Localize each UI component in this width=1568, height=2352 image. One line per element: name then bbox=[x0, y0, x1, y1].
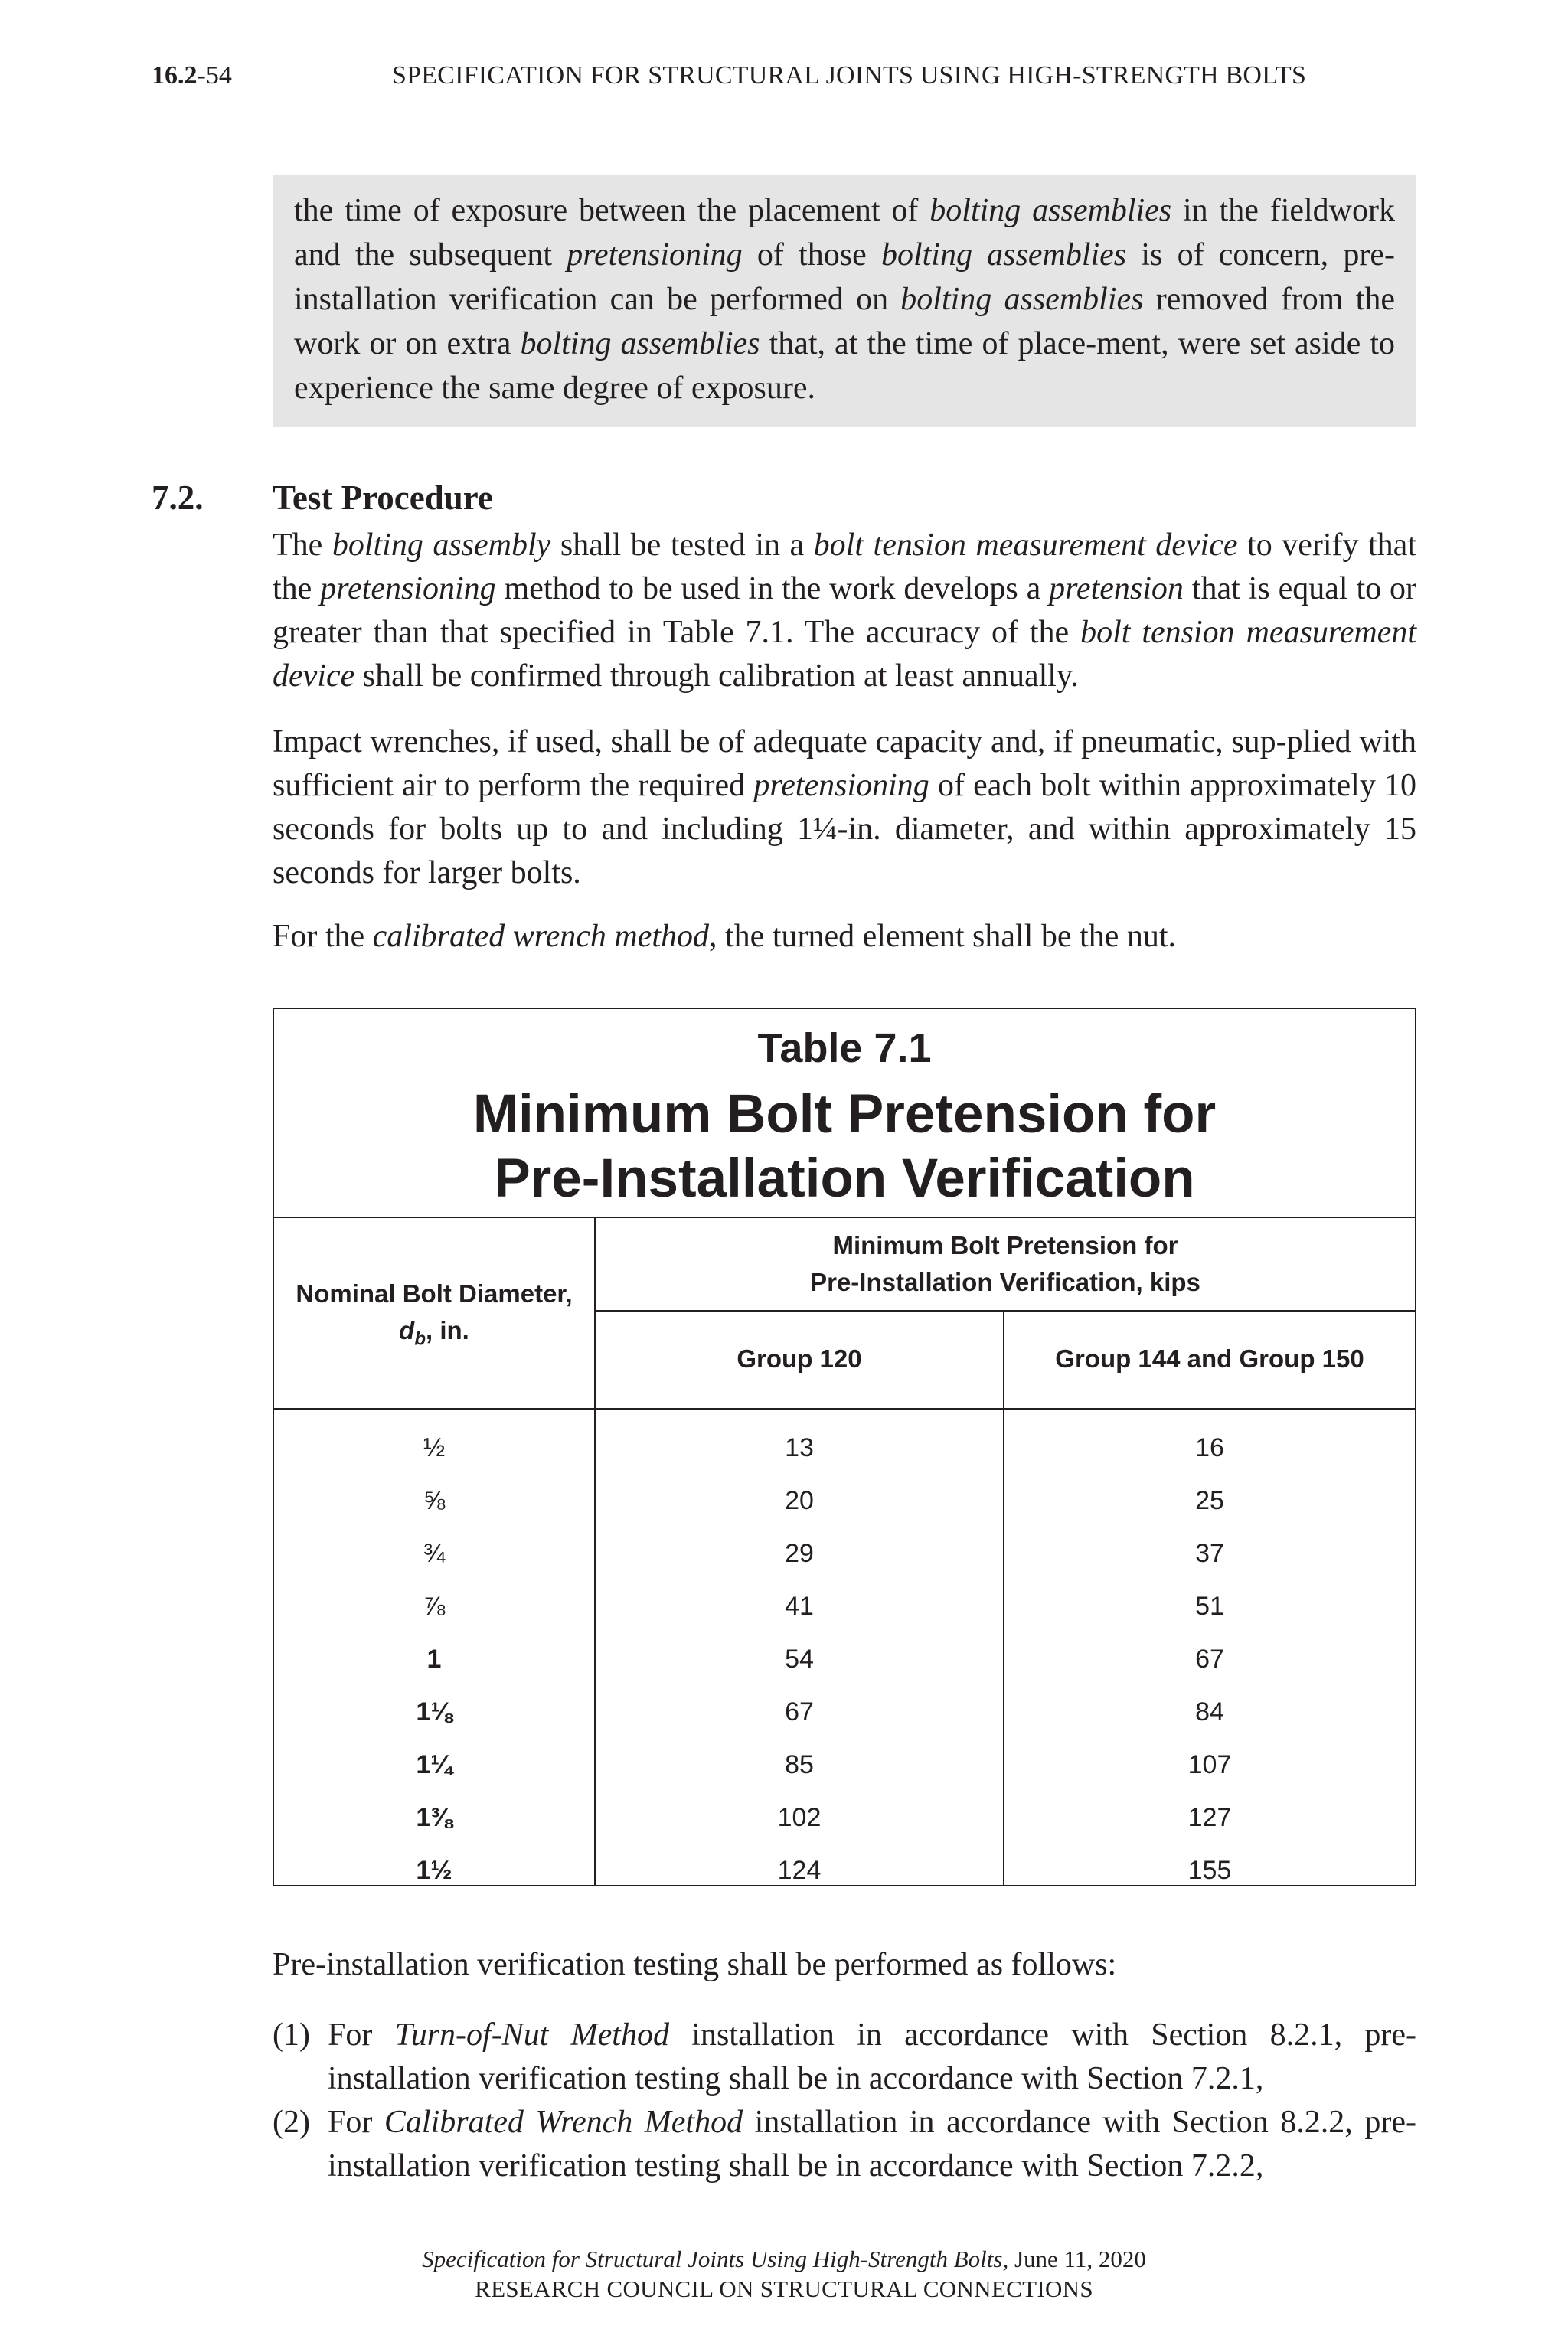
cell-group-120: 13 bbox=[785, 1433, 814, 1462]
list-item-text bbox=[328, 2101, 1416, 2188]
column-header-group bbox=[596, 1227, 1415, 1301]
diameter-subscript: b bbox=[414, 1328, 426, 1350]
paragraph-impact-wrenches bbox=[273, 720, 1416, 895]
italic-term: bolting assemblies bbox=[880, 237, 1127, 273]
text-run: For bbox=[328, 2105, 384, 2140]
italic-term: bolting assembly bbox=[332, 528, 551, 563]
italic-term: bolting assemblies bbox=[929, 193, 1172, 228]
italic-term: Calibrated Wrench Method bbox=[384, 2105, 743, 2140]
cell-group-144-150: 107 bbox=[1187, 1750, 1232, 1779]
text-run: is of concern, pre-installation verification can be performed on bbox=[294, 237, 1396, 317]
column-header-group-144-150: Group 144 and Group 150 bbox=[1055, 1344, 1364, 1373]
text-run: installation in accordance with Section 8.2.2, pre-installation verification testing shall be in accordance with Section 7.2.2, bbox=[328, 2105, 1416, 2184]
table-title bbox=[274, 1083, 1415, 1211]
cell-group-120: 41 bbox=[785, 1592, 814, 1621]
page-number-page: -54 bbox=[197, 61, 232, 90]
text-run: method to be used in the work develops a bbox=[495, 571, 1050, 606]
paragraph-test-procedure bbox=[273, 524, 1416, 698]
page-number-chapter: 16.2 bbox=[152, 61, 198, 90]
text-run: installation in accordance with Section 8.2.1, pre-installation verification testing shall be in accordance with Section 7.2.1, bbox=[328, 2017, 1416, 2096]
list-item-calibrated-wrench bbox=[273, 2101, 1416, 2188]
cell-diameter: ⅞ bbox=[423, 1592, 446, 1621]
cell-group-144-150: 67 bbox=[1195, 1645, 1224, 1674]
cell-diameter: 1⅜ bbox=[416, 1803, 452, 1832]
italic-term: pretensioning bbox=[567, 237, 743, 273]
text-run: that is equal to or greater than that specified in Table 7.1. The accuracy of the bbox=[273, 571, 1416, 650]
text-run: to verify that the bbox=[273, 528, 1416, 606]
cell-group-120: 54 bbox=[785, 1645, 814, 1674]
footer-date: , June 11, 2020 bbox=[1002, 2246, 1146, 2272]
cell-group-120: 67 bbox=[785, 1697, 814, 1726]
text-run: , the turned element shall be the nut. bbox=[709, 919, 1176, 954]
cell-group-144-150: 16 bbox=[1195, 1433, 1224, 1462]
italic-term: bolt tension measurement device bbox=[813, 528, 1238, 563]
list-item-text bbox=[328, 2014, 1416, 2101]
section-title: Test Procedure bbox=[273, 479, 493, 517]
text-run: in the fieldwork and the subsequent bbox=[294, 193, 1395, 273]
cell-group-144-150: 51 bbox=[1195, 1592, 1224, 1621]
table-title-line-2: Pre-Installation Verification bbox=[494, 1148, 1195, 1209]
column-header-diameter bbox=[274, 1276, 594, 1358]
paragraph-testing-intro: Pre-installation verification testing shall be performed as follows: bbox=[273, 1947, 1117, 1982]
cell-diameter: 1½ bbox=[416, 1856, 452, 1885]
cell-diameter: 1 bbox=[426, 1645, 442, 1674]
cell-group-144-150: 155 bbox=[1187, 1856, 1232, 1885]
cell-diameter: ¾ bbox=[423, 1539, 446, 1568]
column-header-group-line-1: Minimum Bolt Pretension for bbox=[832, 1231, 1178, 1259]
cell-group-120: 29 bbox=[785, 1539, 814, 1568]
table-7-1 bbox=[273, 1008, 1416, 1886]
footer-doc-title: Specification for Structural Joints Using High-Strength Bolts bbox=[422, 2246, 1003, 2272]
cell-group-144-150: 84 bbox=[1195, 1697, 1224, 1726]
footer-citation bbox=[0, 2246, 1568, 2273]
cell-group-120: 102 bbox=[777, 1803, 822, 1832]
cell-group-144-150: 127 bbox=[1187, 1803, 1232, 1832]
text-run: For bbox=[328, 2017, 395, 2053]
italic-term: pretension bbox=[1049, 571, 1184, 606]
table-number: Table 7.1 bbox=[757, 1025, 932, 1071]
footer-publisher: RESEARCH COUNCIL ON STRUCTURAL CONNECTIONS bbox=[475, 2275, 1093, 2302]
column-header-group-120: Group 120 bbox=[737, 1344, 862, 1373]
italic-term: pretensioning bbox=[753, 768, 929, 803]
column-header-diameter-line-2 bbox=[274, 1312, 594, 1358]
paragraph-calibrated-wrench bbox=[273, 915, 1416, 959]
italic-term: Turn-of-Nut Method bbox=[394, 2017, 669, 2053]
cell-group-120: 124 bbox=[777, 1856, 822, 1885]
diameter-unit: , in. bbox=[426, 1316, 469, 1344]
section-number: 7.2. bbox=[152, 479, 204, 517]
cell-diameter: 1¼ bbox=[416, 1750, 452, 1779]
text-run: the time of exposure between the placement of bbox=[294, 193, 930, 228]
table-rule-title bbox=[274, 1217, 1415, 1218]
text-run: shall be confirmed through calibration at least annually. bbox=[354, 658, 1079, 694]
commentary-text bbox=[273, 175, 1416, 410]
cell-group-144-150: 25 bbox=[1195, 1486, 1224, 1515]
table-rule-header bbox=[274, 1408, 1415, 1410]
list-item-number: (2) bbox=[273, 2105, 310, 2140]
text-run: shall be tested in a bbox=[550, 528, 814, 563]
italic-term: bolting assemblies bbox=[900, 282, 1144, 317]
cell-group-120: 85 bbox=[785, 1750, 814, 1779]
text-run: Impact wrenches, if used, shall be of adequate capacity and, if pneumatic, sup-plied with sufficient air to perform the required bbox=[273, 724, 1416, 803]
commentary-box bbox=[273, 175, 1416, 427]
table-rule-group-header bbox=[594, 1310, 1415, 1312]
running-header-title: SPECIFICATION FOR STRUCTURAL JOINTS USING HIGH-STRENGTH BOLTS bbox=[392, 61, 1307, 90]
cell-diameter: ½ bbox=[423, 1433, 446, 1462]
cell-diameter: ⅝ bbox=[423, 1486, 446, 1515]
cell-group-144-150: 37 bbox=[1195, 1539, 1224, 1568]
text-run: that, at the time of place-ment, were set aside to experience the same degree of exposure. bbox=[294, 326, 1395, 406]
diameter-symbol: d bbox=[399, 1316, 415, 1344]
cell-diameter: 1⅛ bbox=[416, 1697, 452, 1726]
column-header-diameter-line-1: Nominal Bolt Diameter, bbox=[296, 1279, 573, 1308]
text-run: The bbox=[273, 528, 332, 563]
italic-term: pretensioning bbox=[320, 571, 496, 606]
list-item-turn-of-nut bbox=[273, 2014, 1416, 2101]
text-run: of those bbox=[742, 237, 881, 273]
column-header-group-line-2: Pre-Installation Verification, kips bbox=[810, 1268, 1200, 1296]
text-run: of each bolt within approximately 10 seconds for bolts up to and including 1¼-in. diameter, and within approximately 15 seconds for larger bolts. bbox=[273, 768, 1416, 890]
list-item-number: (1) bbox=[273, 2017, 310, 2053]
italic-term: bolt tension measurement device bbox=[273, 615, 1416, 694]
text-run: removed from the work or on extra bbox=[294, 282, 1395, 361]
cell-group-120: 20 bbox=[785, 1486, 814, 1515]
page-number bbox=[152, 61, 232, 90]
text-run: For the bbox=[273, 919, 373, 954]
table-title-line-1: Minimum Bolt Pretension for bbox=[472, 1084, 1217, 1145]
italic-term: bolting assemblies bbox=[520, 326, 760, 361]
italic-term: calibrated wrench method bbox=[372, 919, 710, 954]
